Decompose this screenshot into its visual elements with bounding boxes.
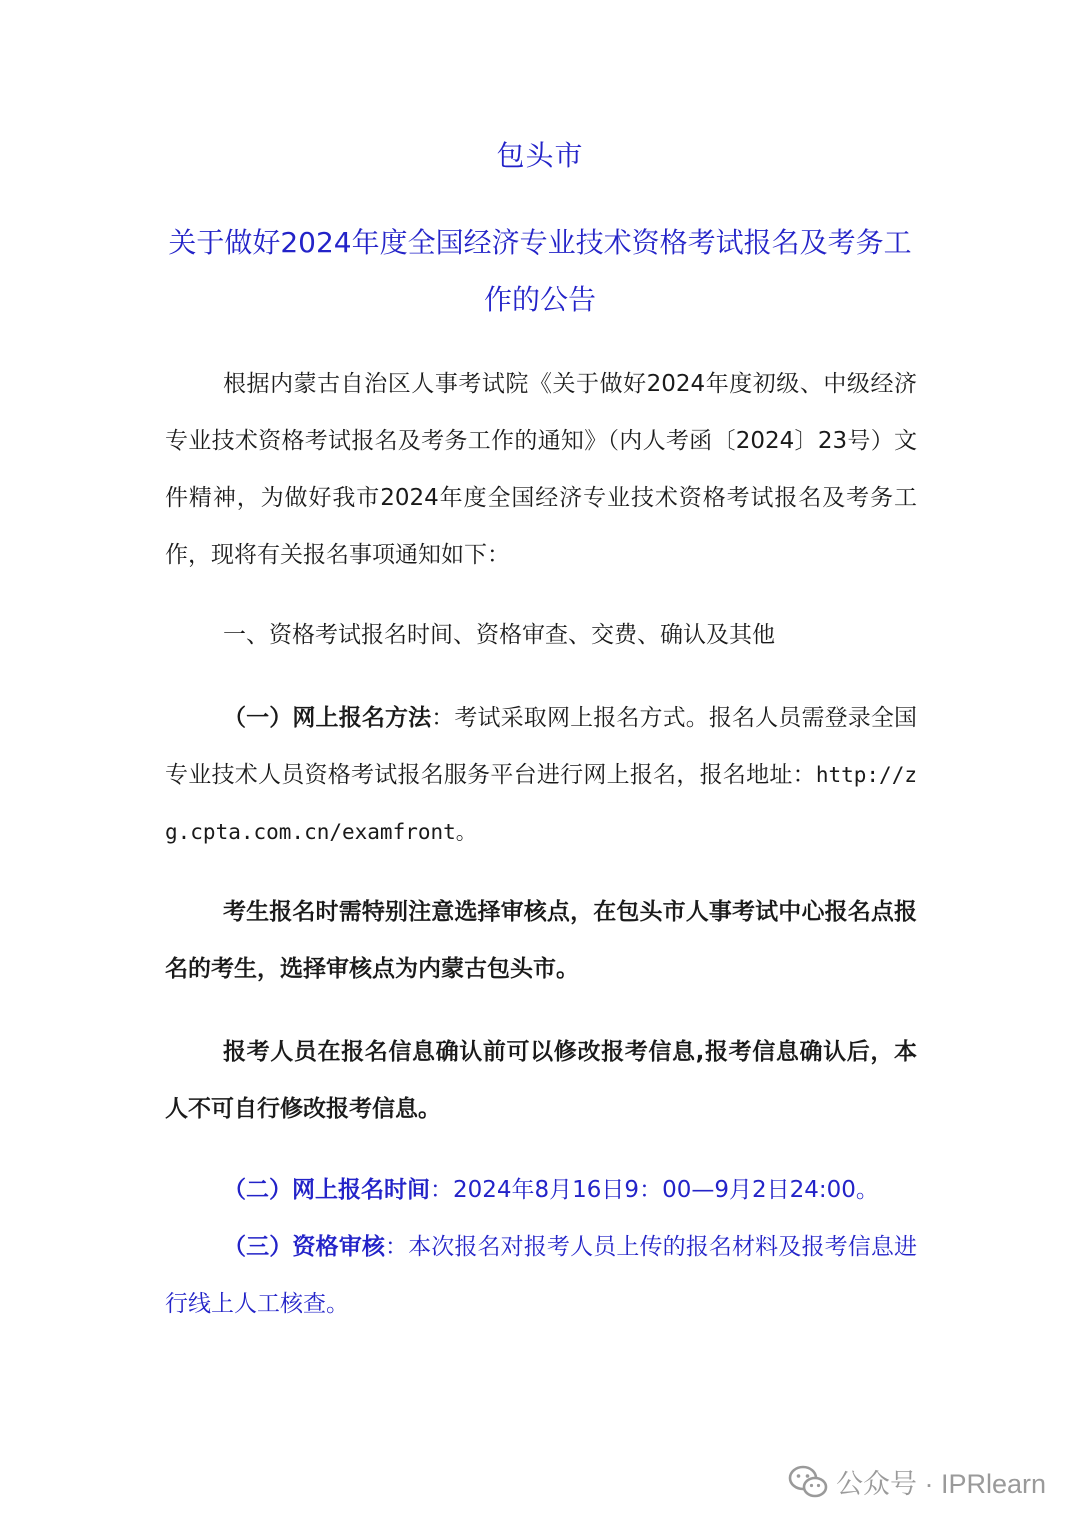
item-1-online-registration-method (165, 690, 917, 861)
registration-url-link[interactable]: http://zg.cpta.com.cn/examfront。 (165, 763, 917, 844)
modify-info-notice: 报考人员在报名信息确认前可以修改报考信息,报考信息确认后，本人不可自行修改报考信息。 (165, 1039, 917, 1122)
item-1-label: （一）网上报名方法 (223, 705, 432, 731)
intro-paragraph: 根据内蒙古自治区人事考试院《关于做好2024年度初级、中级经济专业技术资格考试报名及考务工作的通知》（内人考函〔2024〕23号）文件精神，为做好我市2024年度全国经济专业技术资格考试报名及考务工作，现将有关报名事项通知如下： (165, 371, 917, 568)
document-main-title: 关于做好2024年度全国经济专业技术资格考试报名及考务工作的公告 (168, 226, 912, 316)
item-2-registration-time (165, 1162, 917, 1219)
item-3-qualification-review (165, 1219, 917, 1333)
item-2-label: （二）网上报名时间 (223, 1177, 430, 1203)
item-3-label: （三）资格审核 (223, 1234, 385, 1260)
watermark (788, 1462, 1046, 1501)
document-city-title: 包头市 (496, 139, 584, 172)
watermark-text: 公众号 · IPRlearn (835, 1469, 1046, 1499)
item-3-text: ：本次报名对报考人员上传的报名材料及报考信息进行线上人工核查。 (165, 1234, 918, 1317)
item-2-text: ：2024年8月16日9：00—9月2日24:00。 (430, 1177, 879, 1203)
section-1-heading: 一、资格考试报名时间、资格审查、交费、确认及其他 (223, 622, 775, 648)
wechat-icon (788, 1465, 828, 1499)
audit-point-notice: 考生报名时需特别注意选择审核点，在包头市人事考试中心报名点报名的考生，选择审核点为内蒙古包头市。 (165, 899, 917, 982)
item-1-text: ：考试采取网上报名方式。报名人员需登录全国专业技术人员资格考试报名服务平台进行网上报名，报名地址： (165, 705, 918, 788)
